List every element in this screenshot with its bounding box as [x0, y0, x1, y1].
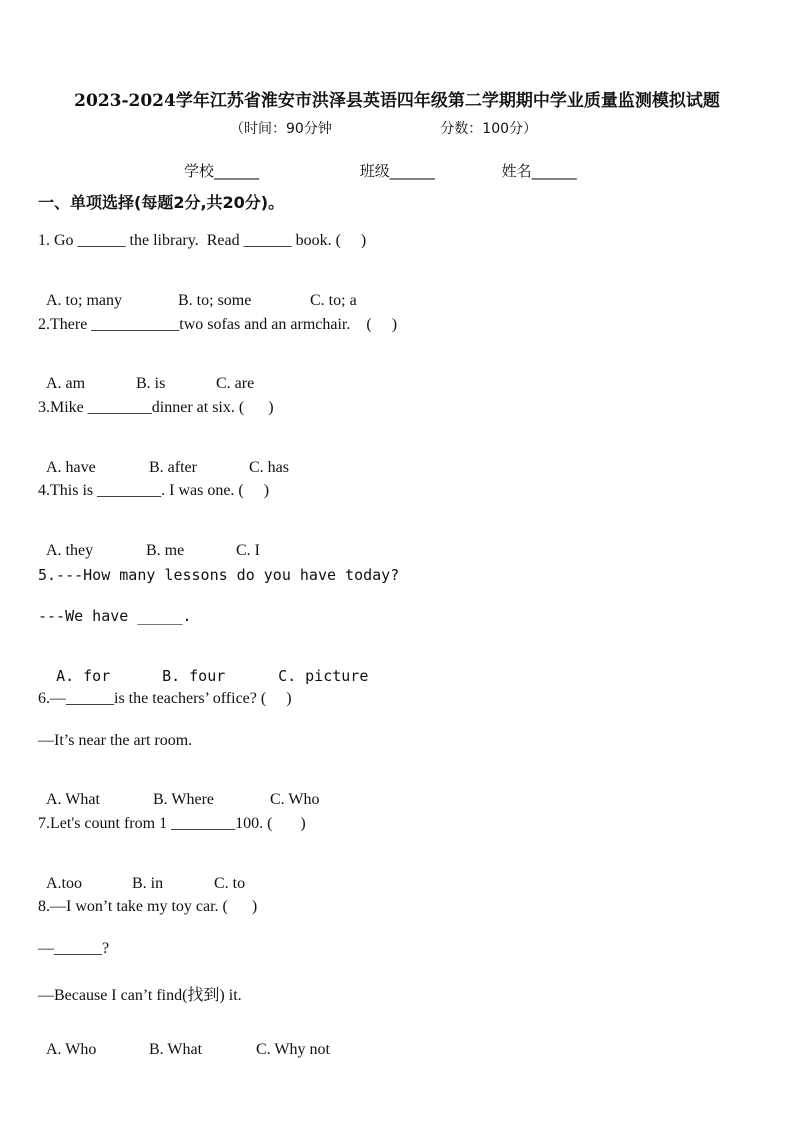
- student-info: [184, 160, 577, 181]
- page-title: 2023-2024学年江苏省淮安市洪泽县英语四年级第二学期期中学业质量监测模拟试题: [74, 91, 720, 111]
- question-options: [38, 1023, 330, 1059]
- question-options: [38, 524, 260, 560]
- option-b: B. in: [132, 875, 164, 892]
- question-stem-answer: ---We have _____.: [38, 607, 192, 625]
- option-a: A. Who: [46, 1041, 97, 1058]
- name-field: 姓名______: [501, 162, 577, 180]
- option-c: C. picture: [278, 667, 369, 685]
- option-b: B. to; some: [178, 292, 252, 309]
- question-options: [38, 357, 254, 393]
- question-stem-answer: —It’s near the art room.: [38, 732, 193, 749]
- option-a: A. they: [46, 542, 94, 559]
- option-c: C. Who: [270, 791, 320, 808]
- option-b: B. is: [136, 375, 166, 392]
- option-b: B. after: [149, 459, 197, 476]
- option-b: B. Where: [153, 791, 215, 808]
- question-stem: 4.This is ________. I was one. ( ): [38, 482, 270, 499]
- option-a: A. am: [46, 375, 86, 392]
- option-b: B. What: [149, 1041, 203, 1058]
- question-stem: 5.---How many lessons do you have today?: [38, 566, 400, 584]
- option-c: C. to: [214, 875, 246, 892]
- total-score: 分数：100分）: [440, 121, 538, 137]
- school-field: 学校______: [184, 162, 260, 180]
- option-a: A. for: [56, 667, 111, 685]
- exam-meta: [230, 118, 537, 138]
- option-c: C. to; a: [310, 292, 357, 309]
- option-b: B. me: [146, 542, 185, 559]
- question-options: [38, 649, 368, 685]
- option-a: A.too: [46, 875, 82, 892]
- option-a: A. What: [46, 791, 100, 808]
- option-c: C. has: [249, 459, 289, 476]
- class-field: 班级______: [359, 162, 435, 180]
- option-c: C. Why not: [256, 1041, 330, 1058]
- question-stem: 7.Let's count from 1 ________100. ( ): [38, 815, 306, 832]
- option-a: A. to; many: [46, 292, 122, 309]
- section-heading: 一、单项选择(每题2分,共20分)。: [38, 193, 285, 212]
- question-options: [38, 274, 357, 310]
- time-limit: （时间：90分钟: [230, 121, 332, 137]
- question-stem: 1. Go ______ the library. Read ______ book. ( ): [38, 232, 367, 249]
- option-a: A. have: [46, 459, 96, 476]
- question-stem-reply: —______?: [38, 940, 110, 957]
- option-c: C. are: [216, 375, 255, 392]
- question-stem: 6.—______is the teachers’ office? ( ): [38, 690, 292, 707]
- option-b: B. four: [162, 667, 226, 685]
- question-stem-answer: —Because I can’t find(找到) it.: [38, 987, 242, 1004]
- option-c: C. I: [236, 542, 260, 559]
- question-options: [38, 441, 289, 477]
- question-options: [38, 773, 319, 809]
- question-stem: 2.There ___________two sofas and an armchair. ( ): [38, 316, 398, 333]
- question-stem: 8.—I won’t take my toy car. ( ): [38, 898, 258, 915]
- question-options: [38, 857, 245, 893]
- question-stem: 3.Mike ________dinner at six. ( ): [38, 399, 274, 416]
